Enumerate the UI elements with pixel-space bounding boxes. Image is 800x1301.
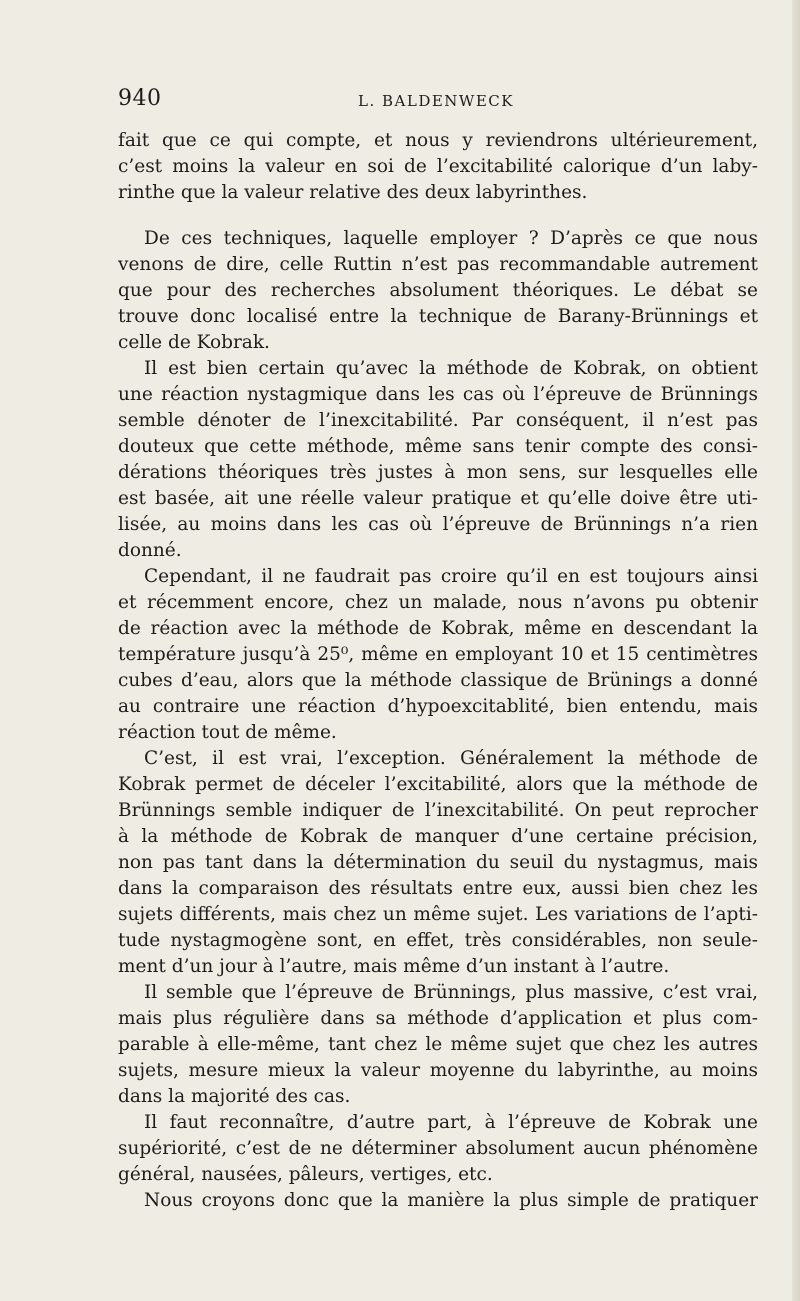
text-line: mais plus régulière dans sa méthode d’application et plus com- (118, 1008, 758, 1029)
text-line: sujets différents, mais chez un même sujet. Les variations de l’apti- (118, 904, 758, 925)
text-line: De ces techniques, laquelle employer ? D’après ce que nous (144, 228, 758, 249)
text-line: dérations théoriques très justes à mon sens, sur lesquelles elle (118, 462, 758, 483)
page-number: 940 (118, 86, 162, 111)
text-line: sujets, mesure mieux la valeur moyenne du labyrinthe, au moins (118, 1060, 758, 1081)
text-line: dans la comparaison des résultats entre eux, aussi bien chez les (118, 878, 758, 899)
text-line: rinthe que la valeur relative des deux labyrinthes. (118, 182, 588, 203)
text-line: c’est moins la valeur en soi de l’excitabilité calorique d’un laby- (118, 156, 758, 177)
text-line: C’est, il est vrai, l’exception. Généralement la méthode de (144, 748, 758, 769)
text-line: douteux que cette méthode, même sans tenir compte des consi- (118, 436, 758, 457)
text-line: une réaction nystagmique dans les cas où l’épreuve de Brünnings (118, 384, 758, 405)
text-line: général, nausées, pâleurs, vertiges, etc. (118, 1164, 493, 1185)
page-edge-shadow (792, 0, 800, 1301)
text-line: dans la majorité des cas. (118, 1086, 351, 1107)
text-line: tude nystagmogène sont, en effet, très considérables, non seule- (118, 930, 758, 951)
text-line: cubes d’eau, alors que la méthode classique de Brünings a donné (118, 670, 758, 691)
text-line: de réaction avec la méthode de Kobrak, même en descendant la (118, 618, 758, 639)
body-text (118, 128, 758, 1214)
text-line: lisée, au moins dans les cas où l’épreuve de Brünnings n’a rien (118, 514, 758, 535)
text-line: que pour des recherches absolument théoriques. Le débat se (118, 280, 758, 301)
page-header (118, 86, 758, 116)
text-line: Kobrak permet de déceler l’excitabilité, alors que la méthode de (118, 774, 758, 795)
text-line: Brünnings semble indiquer de l’inexcitabilité. On peut reprocher (118, 800, 758, 821)
text-line: non pas tant dans la détermination du seuil du nystagmus, mais (118, 852, 758, 873)
text-line: réaction tout de même. (118, 722, 337, 743)
text-line: venons de dire, celle Ruttin n’est pas recommandable autrement (118, 254, 758, 275)
text-line: ment d’un jour à l’autre, mais même d’un instant à l’autre. (118, 956, 670, 977)
text-line: Il semble que l’épreuve de Brünnings, plus massive, c’est vrai, (144, 982, 758, 1003)
text-line: parable à elle-même, tant chez le même sujet que chez les autres (118, 1034, 758, 1055)
text-line: donné. (118, 540, 182, 561)
text-line: semble dénoter de l’inexcitabilité. Par conséquent, il n’est pas (118, 410, 758, 431)
text-line: température jusqu’à 25⁰, même en employant 10 et 15 centimètres (118, 644, 758, 665)
text-line: fait que ce qui compte, et nous y reviendrons ultérieurement, (118, 130, 758, 151)
text-line: celle de Kobrak. (118, 332, 270, 353)
text-line: trouve donc localisé entre la technique de Barany-Brünnings et (118, 306, 758, 327)
text-line: à la méthode de Kobrak de manquer d’une certaine précision, (118, 826, 758, 847)
text-line: est basée, ait une réelle valeur pratique et qu’elle doive être uti- (118, 488, 758, 509)
text-line: Il faut reconnaître, d’autre part, à l’épreuve de Kobrak une (144, 1112, 758, 1133)
text-line: et récemment encore, chez un malade, nous n’avons pu obtenir (118, 592, 758, 613)
text-line: Cependant, il ne faudrait pas croire qu’il en est toujours ainsi (144, 566, 758, 587)
text-line: supériorité, c’est de ne déterminer absolument aucun phénomène (118, 1138, 758, 1159)
text-line: Il est bien certain qu’avec la méthode de Kobrak, on obtient (144, 358, 758, 379)
text-line: au contraire une réaction d’hypoexcitablité, bien entendu, mais (118, 696, 758, 717)
text-line: Nous croyons donc que la manière la plus simple de pratiquer (144, 1190, 758, 1211)
running-head: L. BALDENWECK (358, 92, 514, 110)
